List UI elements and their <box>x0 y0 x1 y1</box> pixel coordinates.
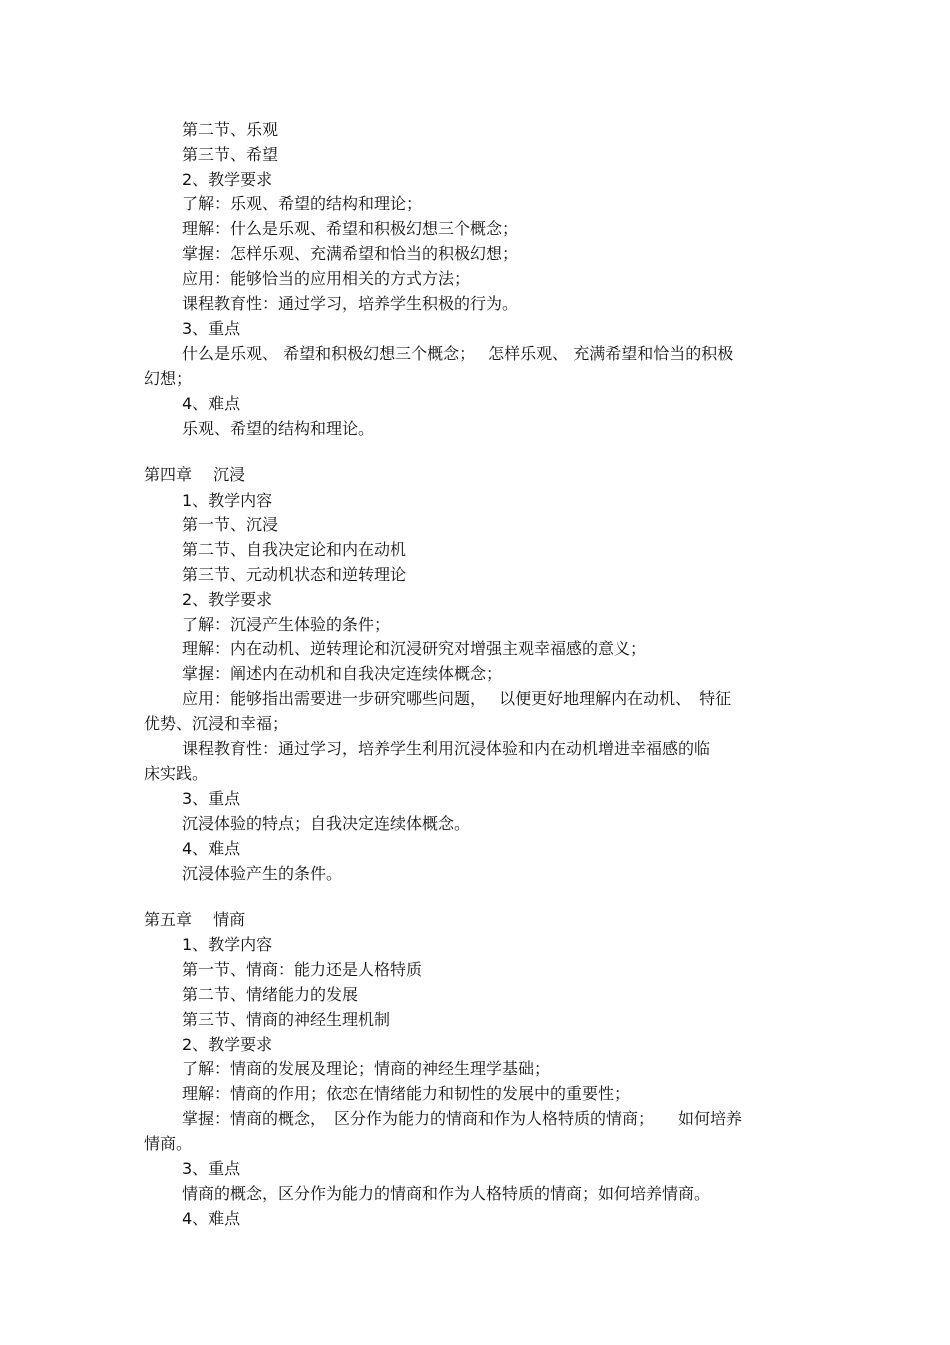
requirement-line: 应用：能够恰当的应用相关的方式方法； <box>182 269 471 288</box>
item-heading: 1、教学内容 <box>182 935 273 954</box>
item-heading: 4、难点 <box>182 1209 241 1228</box>
paragraph-line: 乐观、希望的结构和理论。 <box>182 419 375 438</box>
section-heading: 第三节、情商的神经生理机制 <box>182 1010 391 1029</box>
requirement-line: 理解：情商的作用；依恋在情绪能力和韧性的发展中的重要性； <box>182 1084 631 1103</box>
requirement-line: 课程教育性：通过学习，培养学生利用沉浸体验和内在动机增进幸福感的临 <box>182 739 711 758</box>
section-heading: 第二节、乐观 <box>182 120 279 139</box>
requirement-line: 掌握：情商的概念， 区分作为能力的情商和作为人格特质的情商； 如何培养 <box>182 1109 743 1128</box>
requirement-line: 应用：能够指出需要进一步研究哪些问题， 以便更好地理解内在动机、 特征 <box>182 689 732 708</box>
requirement-line: 优势、沉浸和幸福； <box>144 714 289 733</box>
item-heading: 4、难点 <box>182 839 241 858</box>
paragraph-line: 什么是乐观、 希望和积极幻想三个概念； 怎样乐观、 充满希望和恰当的积极 <box>182 344 734 363</box>
chapter-title: 第四章 沉浸 <box>144 465 246 484</box>
requirement-line: 理解：什么是乐观、希望和积极幻想三个概念； <box>182 219 519 238</box>
item-heading: 3、重点 <box>182 789 241 808</box>
requirement-line: 了解：乐观、希望的结构和理论； <box>182 194 423 213</box>
requirement-line: 床实践。 <box>144 764 209 783</box>
item-heading: 1、教学内容 <box>182 491 273 510</box>
section-heading: 第三节、元动机状态和逆转理论 <box>182 565 407 584</box>
item-heading: 3、重点 <box>182 1159 241 1178</box>
paragraph-line: 沉浸体验产生的条件。 <box>182 864 343 883</box>
requirement-line: 了解：情商的发展及理论；情商的神经生理学基础； <box>182 1059 551 1078</box>
requirement-line: 课程教育性：通过学习，培养学生积极的行为。 <box>182 294 519 313</box>
section-heading: 第二节、情绪能力的发展 <box>182 985 359 1004</box>
requirement-line: 理解：内在动机、逆转理论和沉浸研究对增强主观幸福感的意义； <box>182 639 647 658</box>
requirement-line: 了解：沉浸产生体验的条件； <box>182 615 391 634</box>
section-heading: 第三节、希望 <box>182 145 279 164</box>
section-heading: 第一节、情商：能力还是人格特质 <box>182 960 423 979</box>
requirement-line: 掌握：阐述内在动机和自我决定连续体概念； <box>182 664 503 683</box>
section-heading: 第一节、沉浸 <box>182 515 279 534</box>
item-heading: 4、难点 <box>182 394 241 413</box>
item-heading: 2、教学要求 <box>182 590 273 609</box>
item-heading: 3、重点 <box>182 319 241 338</box>
chapter-title: 第五章 情商 <box>144 910 246 929</box>
requirement-line: 掌握：怎样乐观、充满希望和恰当的积极幻想； <box>182 244 519 263</box>
paragraph-line: 情商的概念，区分作为能力的情商和作为人格特质的情商；如何培养情商。 <box>182 1184 711 1203</box>
requirement-line: 情商。 <box>144 1134 193 1153</box>
paragraph-line: 沉浸体验的特点；自我决定连续体概念。 <box>182 814 471 833</box>
paragraph-line: 幻想； <box>144 369 193 388</box>
item-heading: 2、教学要求 <box>182 170 273 189</box>
section-heading: 第二节、自我决定论和内在动机 <box>182 540 407 559</box>
item-heading: 2、教学要求 <box>182 1035 273 1054</box>
